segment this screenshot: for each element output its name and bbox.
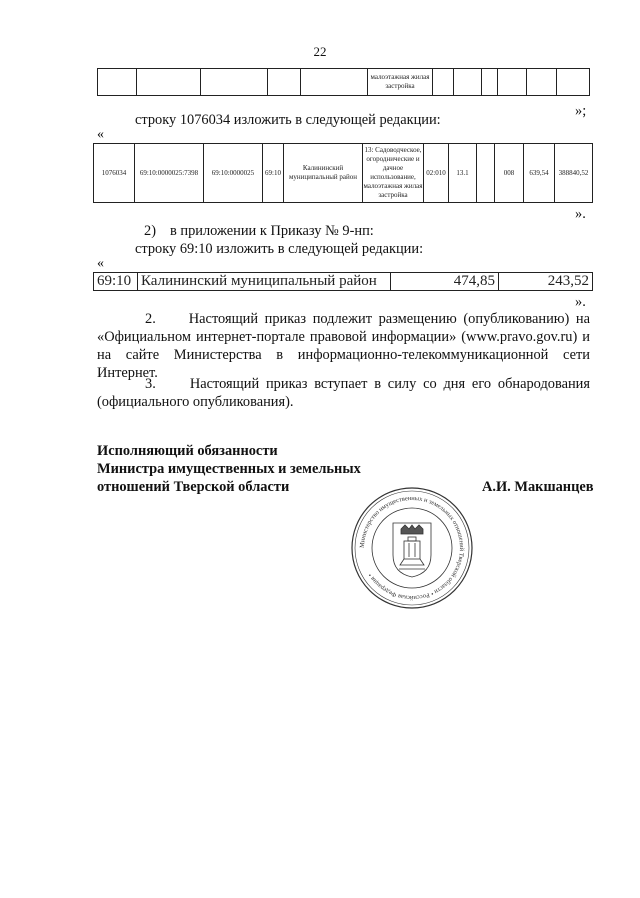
table-cell-code: 69:10 xyxy=(263,144,284,203)
table-cell-usage: 13: Садоводческое, огороднические и дачное использование, малоэтажная жилая застройка xyxy=(363,144,424,203)
item-text: в приложении к Приказу № 9-нп: xyxy=(170,223,374,239)
table-cell-name: Калининский муниципальный район xyxy=(138,273,391,291)
table-cell-sub: 13.1 xyxy=(449,144,477,203)
page-number: 22 xyxy=(313,44,327,59)
open-quote: « xyxy=(97,256,104,271)
table-row xyxy=(94,144,593,203)
table-cell xyxy=(498,69,527,96)
close-quote: »; xyxy=(575,103,587,119)
table-district xyxy=(93,272,593,291)
table-cell-v1: 474,85 xyxy=(391,273,499,291)
table-cell-code: 69:10 xyxy=(94,273,138,291)
table-cell xyxy=(201,69,268,96)
table-cell xyxy=(98,69,137,96)
table-cell-group: 02:010 xyxy=(424,144,449,203)
table-cell-quarter: 69:10:0000025 xyxy=(204,144,263,203)
replace-line-2: строку 69:10 изложить в следующей редакции: xyxy=(135,241,424,257)
table-cell-id: 1076034 xyxy=(94,144,135,203)
official-seal xyxy=(349,485,475,611)
signature-title-2: Министра имущественных и земельных xyxy=(97,461,361,477)
table-cell xyxy=(433,69,454,96)
table-cell: малоэтажная жилая застройка xyxy=(368,69,433,96)
close-quote: ». xyxy=(575,294,586,310)
table-row-1076034 xyxy=(93,143,593,203)
table-cell-value: 388840,52 xyxy=(555,144,593,203)
table-row xyxy=(94,273,593,291)
signatory-name: А.И. Макшанцев xyxy=(482,479,594,495)
table-cell xyxy=(527,69,557,96)
table-cell xyxy=(137,69,201,96)
table-cell-rate: 639,54 xyxy=(524,144,555,203)
table-row xyxy=(98,69,590,96)
replace-line-1: строку 1076034 изложить в следующей редакции: xyxy=(135,112,441,128)
table-cell-v2: 243,52 xyxy=(499,273,593,291)
signature-title-3: отношений Тверской области xyxy=(97,479,290,495)
paragraph-2: 2. Настоящий приказ подлежит размещению (опубликованию) на «Официальном интернет-портале правовой информации» (www.pravo.gov.ru) и на сайте Министерства в информационно-телекоммуникационной сети Интернет. xyxy=(97,311,590,381)
svg-text:Министерство имущественных и з: Министерство имущественных и земельных отношений Тверской области • Российская Федерация • xyxy=(358,494,466,602)
open-quote: « xyxy=(97,127,104,142)
table-cell xyxy=(301,69,368,96)
table-cell-blank xyxy=(477,144,495,203)
signature-title-1: Исполняющий обязанности xyxy=(97,443,278,459)
table-cell xyxy=(557,69,590,96)
table-cell xyxy=(482,69,498,96)
coat-of-arms-icon xyxy=(393,523,431,577)
table-cell-district: Калининский муниципальный район xyxy=(284,144,363,203)
close-quote: ». xyxy=(575,206,586,222)
item-number: 2) xyxy=(144,223,156,239)
paragraph-3: 3. Настоящий приказ вступает в силу со дня его обнародования (официального опубликования). xyxy=(97,376,590,410)
table-cell-cadastral: 69:10:0000025:7398 xyxy=(135,144,204,203)
table-cell xyxy=(268,69,301,96)
table-cell xyxy=(454,69,482,96)
table-cell-num: 008 xyxy=(495,144,524,203)
table-fragment-top xyxy=(97,68,590,96)
